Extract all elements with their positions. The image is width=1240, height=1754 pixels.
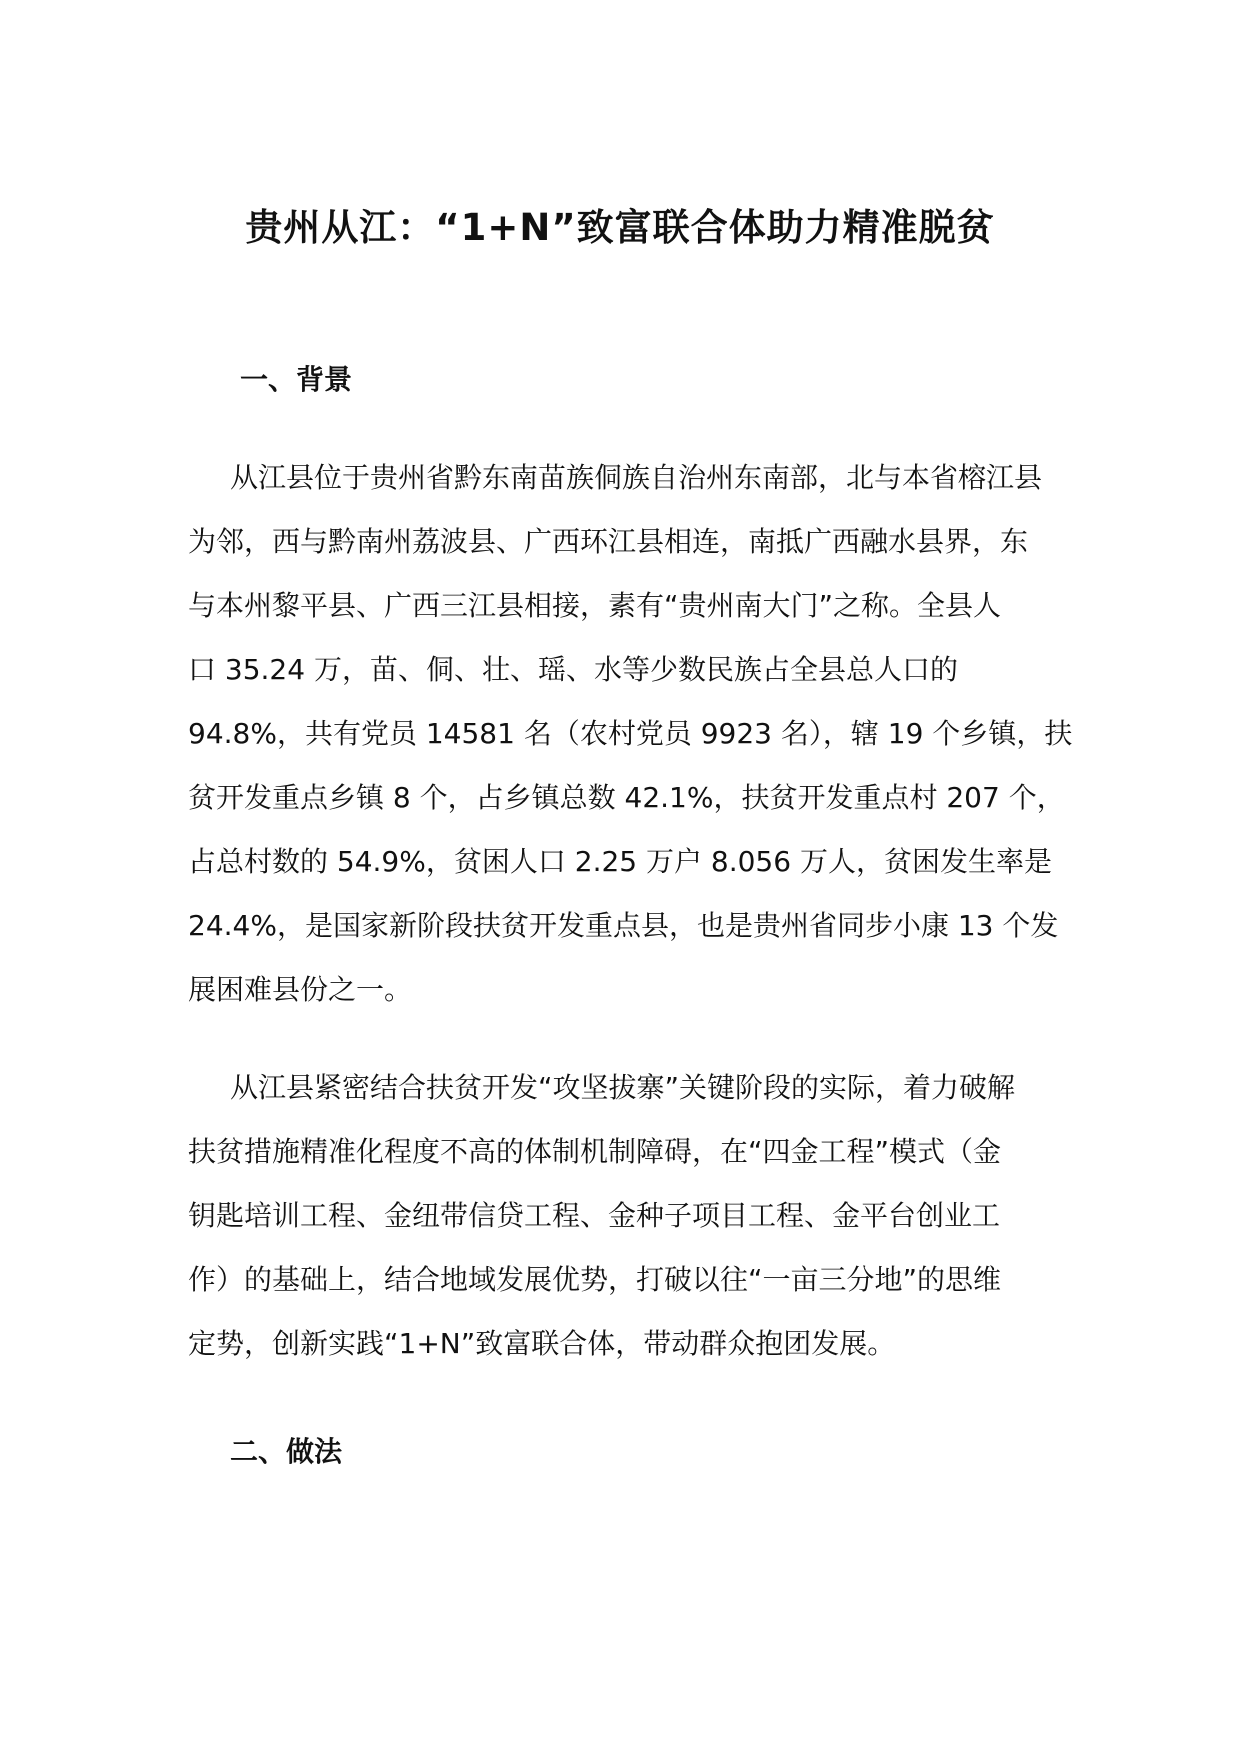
paragraph-line: 从江县紧密结合扶贫开发“攻坚拔寨”关键阶段的实际，着力破解 [230,1071,1016,1104]
section-heading-background: 一、背景 [240,363,353,396]
paragraph-line: 与本州黎平县、广西三江县相接，素有“贵州南大门”之称。全县人 [188,589,1002,622]
paragraph-line: 为邻，西与黔南州荔波县、广西环江县相连，南抵广西融水县界，东 [188,525,1029,558]
paragraph-line: 扶贫措施精准化程度不高的体制机制障碍，在“四金工程”模式（金 [188,1135,1002,1168]
paragraph-line: 占总村数的 54.9%，贫困人口 2.25 万户 8.056 万人，贫困发生率是 [188,845,1052,878]
paragraph-line: 展困难县份之一。 [188,973,413,1006]
paragraph-line: 作）的基础上，结合地域发展优势，打破以往“一亩三分地”的思维 [188,1263,1002,1296]
paragraph-line: 口 35.24 万，苗、侗、壮、瑶、水等少数民族占全县总人口的 [188,653,958,686]
paragraph-background-2 [188,1056,1048,1376]
section-heading-methods: 二、做法 [230,1435,343,1468]
paragraph-background-1 [188,446,1073,1022]
document-title: 贵州从江：“1+N”致富联合体助力精准脱贫 [245,206,995,249]
paragraph-line: 定势，创新实践“1+N”致富联合体，带动群众抱团发展。 [188,1327,896,1360]
paragraph-line: 94.8%，共有党员 14581 名（农村党员 9923 名），辖 19 个乡镇，扶 [188,717,1073,750]
paragraph-line: 钥匙培训工程、金纽带信贷工程、金种子项目工程、金平台创业工 [188,1199,1001,1232]
paragraph-line: 从江县位于贵州省黔东南苗族侗族自治州东南部，北与本省榕江县 [230,461,1043,494]
paragraph-line: 贫开发重点乡镇 8 个，占乡镇总数 42.1%，扶贫开发重点村 207 个， [188,781,1065,814]
paragraph-line: 24.4%，是国家新阶段扶贫开发重点县，也是贵州省同步小康 13 个发 [188,909,1059,942]
